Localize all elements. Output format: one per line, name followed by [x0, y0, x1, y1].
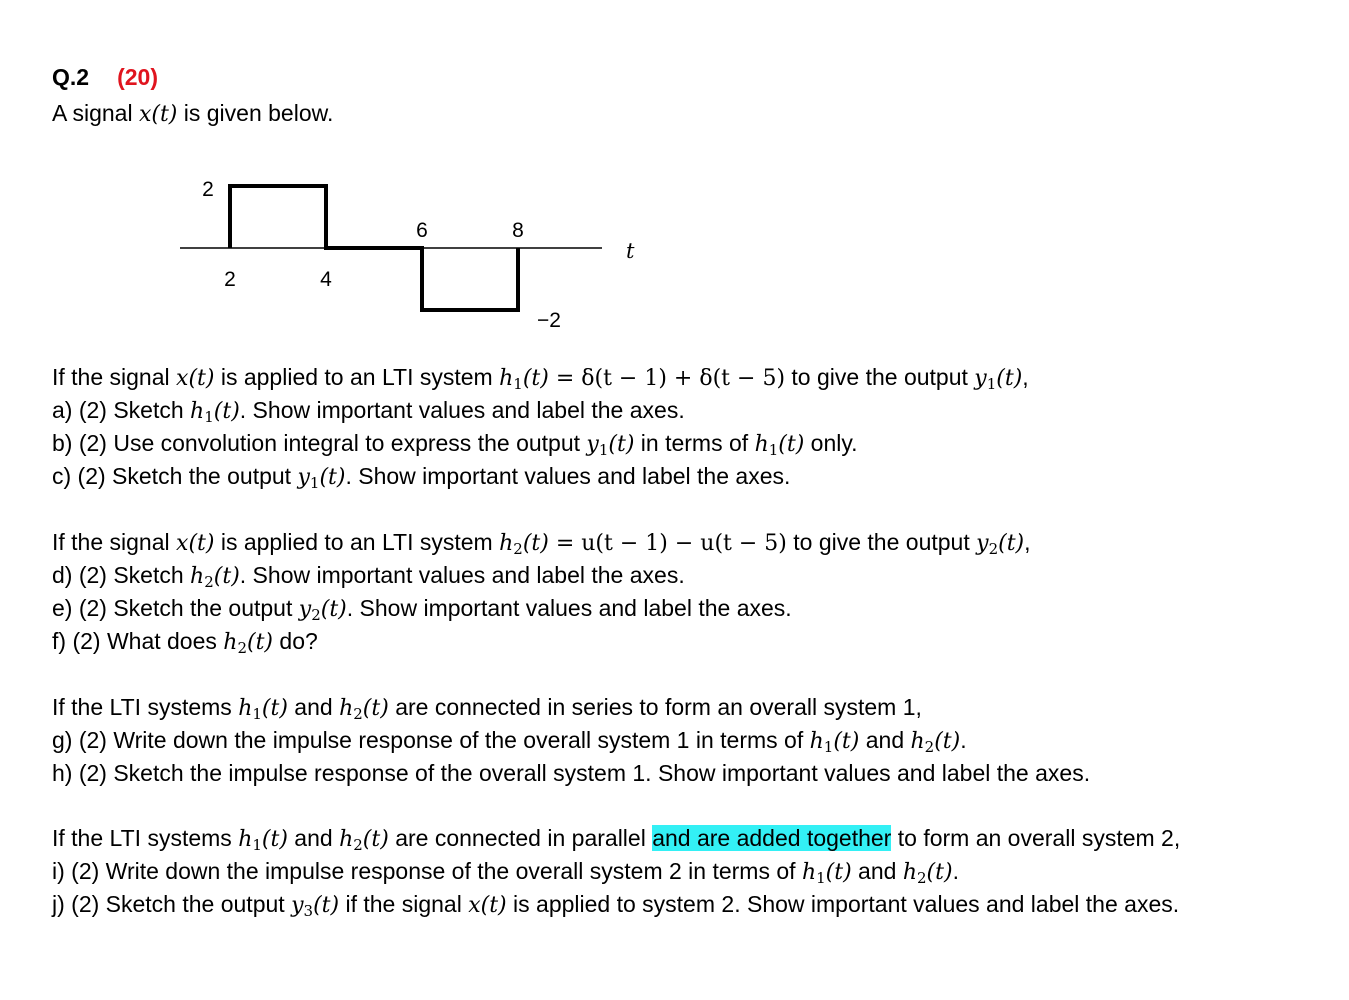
para1-line1: [52, 362, 1029, 399]
math-token: (t): [996, 366, 1023, 391]
question-header: [52, 64, 158, 91]
math-token: 2: [311, 606, 321, 624]
text-run: h) (2) Sketch the impulse response of the overall system 1. Show important values and label the axes.: [52, 760, 1091, 786]
math-token: h: [801, 860, 817, 885]
part-j: [52, 889, 1179, 926]
math-token: h: [339, 696, 354, 721]
para3-line1: [52, 692, 922, 729]
part-g: [52, 725, 967, 762]
math-token: (t): [261, 827, 288, 852]
text-run: If the signal: [52, 529, 177, 555]
text-run: only.: [804, 430, 858, 456]
math-token: 1: [252, 836, 262, 854]
text-run: do?: [273, 628, 318, 654]
text-run: is applied to an LTI system: [214, 364, 500, 390]
part-e: [52, 593, 792, 630]
part-d: [52, 560, 685, 597]
text-run: . Show important values and label the axes.: [239, 562, 685, 588]
question-number: Q.2: [52, 64, 90, 90]
math-token: h: [809, 729, 824, 754]
text-run: ,: [1022, 364, 1029, 390]
math-token: (t): [522, 531, 549, 556]
text-run: j) (2) Sketch the output: [52, 891, 292, 917]
text-run: is applied to system 2. Show important values and label the axes.: [506, 891, 1180, 917]
math-token: (t): [313, 893, 340, 918]
math-token: 1: [513, 375, 523, 393]
math-token: (t): [778, 432, 805, 457]
text-run: in terms of: [634, 430, 755, 456]
math-token: y: [297, 465, 310, 490]
text-run: and: [287, 825, 340, 851]
math-token: = δ(t − 1) + δ(t − 5): [548, 366, 786, 391]
intro-line: [52, 98, 333, 130]
math-token: x(t): [468, 893, 507, 918]
math-token: h: [499, 366, 514, 391]
text-run: are connected in series to form an overall system 1,: [388, 694, 922, 720]
math-token: 2: [513, 540, 523, 558]
para4-line1: [52, 823, 1180, 860]
math-token: 2: [917, 869, 927, 887]
math-token: y: [586, 432, 599, 457]
math-token: h: [754, 432, 769, 457]
part-f: [52, 626, 318, 663]
x-tick-label: 4: [320, 268, 332, 291]
math-token: (t): [261, 696, 288, 721]
y-tick-label: −2: [537, 309, 561, 332]
math-token: 2: [988, 540, 999, 558]
text-run: If the signal: [52, 364, 177, 390]
math-token: (t): [926, 860, 953, 885]
part-h: [52, 758, 1090, 788]
math-token: (t): [934, 729, 961, 754]
math-token: (t): [213, 564, 240, 589]
math-x: x(t): [138, 102, 178, 127]
math-token: h: [223, 630, 238, 655]
x-tick-label: 6: [416, 219, 428, 242]
text-run: If the LTI systems: [52, 694, 239, 720]
math-token: x(t): [176, 531, 215, 556]
math-token: 1: [823, 738, 834, 756]
math-token: h: [910, 729, 925, 754]
text-run: g) (2) Write down the impulse response of the overall system 1 in terms of: [52, 727, 810, 753]
math-token: (t): [362, 696, 389, 721]
part-c: [52, 461, 790, 498]
text-run: b) (2) Use convolution integral to express the output: [52, 430, 587, 456]
math-token: 3: [303, 902, 314, 920]
part-i: [52, 856, 959, 893]
text-run: to give the output: [785, 364, 975, 390]
intro-text: A signal: [52, 100, 139, 126]
text-run: and: [287, 694, 340, 720]
math-token: y: [976, 531, 989, 556]
math-token: 1: [204, 408, 214, 426]
text-run: and: [851, 858, 903, 884]
text-run: .: [960, 727, 967, 753]
text-run: are connected in parallel: [388, 825, 653, 851]
y-tick-label: 2: [202, 178, 214, 201]
math-token: h: [339, 827, 354, 852]
math-token: h: [238, 696, 253, 721]
math-token: (t): [320, 597, 347, 622]
signal-plot: [170, 168, 640, 338]
text-run: d) (2) Sketch: [52, 562, 191, 588]
highlighted-text: and are added together: [652, 825, 892, 851]
math-token: (t): [362, 827, 389, 852]
text-run: . Show important values and label the axes.: [346, 595, 792, 621]
math-token: 1: [768, 441, 779, 459]
math-token: 2: [353, 836, 363, 854]
text-run: to form an overall system 2,: [891, 825, 1181, 851]
t-axis-label: t: [626, 239, 635, 263]
math-token: 2: [353, 705, 363, 723]
text-run: e) (2) Sketch the output: [52, 595, 299, 621]
text-run: and: [859, 727, 911, 753]
math-token: 1: [252, 705, 262, 723]
math-token: (t): [213, 399, 240, 424]
math-token: = u(t − 1) − u(t − 5): [548, 531, 787, 556]
para2-line1: [52, 527, 1031, 564]
part-a: [52, 395, 685, 432]
text-run: is applied to an LTI system: [214, 529, 500, 555]
part-b: [52, 428, 858, 465]
math-token: y: [974, 366, 987, 391]
math-token: 1: [816, 869, 826, 887]
math-token: 2: [237, 639, 247, 657]
text-run: if the signal: [339, 891, 469, 917]
math-token: (t): [522, 366, 549, 391]
text-run: a) (2) Sketch: [52, 397, 191, 423]
x-tick-label: 8: [512, 219, 524, 242]
math-token: 2: [204, 573, 214, 591]
math-token: h: [190, 399, 205, 424]
math-token: 1: [986, 375, 997, 393]
math-token: (t): [998, 531, 1025, 556]
math-token: x(t): [176, 366, 215, 391]
math-token: (t): [319, 465, 346, 490]
text-run: .: [952, 858, 959, 884]
question-points: (20): [117, 64, 158, 90]
text-run: i) (2) Write down the impulse response of the overall system 2 in terms of: [52, 858, 802, 884]
math-token: h: [902, 860, 917, 885]
intro-text: is given below.: [177, 100, 334, 126]
math-token: (t): [825, 860, 852, 885]
x-tick-label: 2: [224, 268, 236, 291]
math-token: 1: [598, 441, 609, 459]
text-run: If the LTI systems: [52, 825, 239, 851]
text-run: c) (2) Sketch the output: [52, 463, 298, 489]
math-token: h: [190, 564, 205, 589]
text-run: f) (2) What does: [52, 628, 224, 654]
math-token: y: [298, 597, 312, 622]
math-token: (t): [833, 729, 860, 754]
text-run: . Show important values and label the axes.: [239, 397, 685, 423]
math-token: h: [499, 531, 514, 556]
math-token: 2: [924, 738, 935, 756]
math-token: (t): [247, 630, 274, 655]
math-token: 1: [309, 474, 320, 492]
text-run: ,: [1024, 529, 1031, 555]
math-token: h: [238, 827, 253, 852]
math-token: y: [291, 893, 304, 918]
math-token: (t): [608, 432, 635, 457]
text-run: to give the output: [786, 529, 977, 555]
text-run: . Show important values and label the axes.: [345, 463, 791, 489]
